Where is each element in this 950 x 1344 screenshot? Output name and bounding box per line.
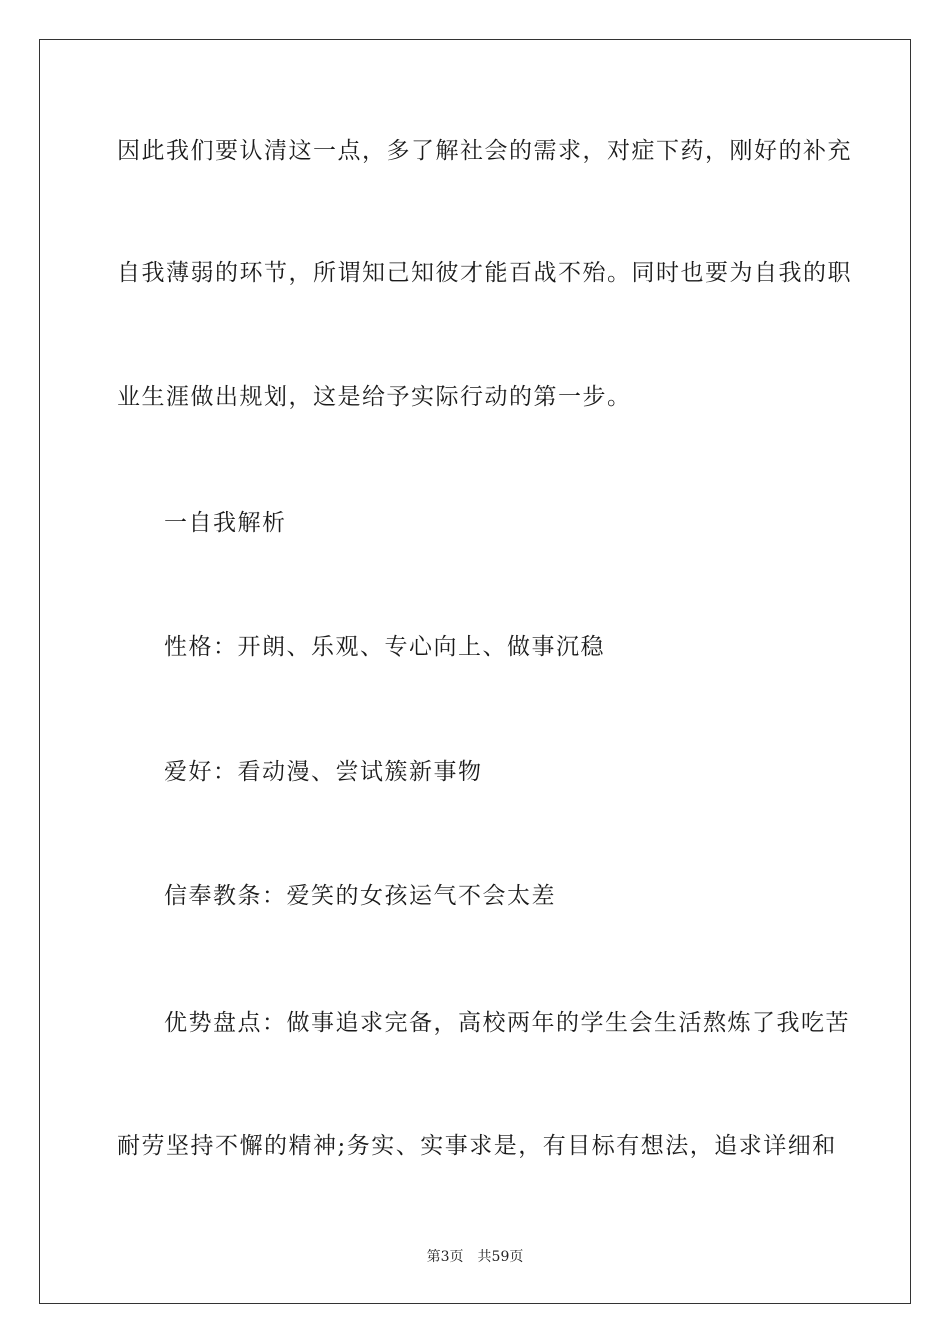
hobby-line: 爱好：看动漫、尝试簇新事物 [164, 759, 483, 785]
section-heading: 一自我解析 [164, 510, 287, 536]
body-line-2: 自我薄弱的环节，所谓知己知彼才能百战不殆。同时也要为自我的职 [117, 260, 852, 286]
body-line-3: 业生涯做出规划，这是给予实际行动的第一步。 [117, 384, 632, 410]
personality-line: 性格：开朗、乐观、专心向上、做事沉稳 [164, 634, 605, 660]
page-border [39, 39, 911, 1304]
page-number: 第3页 [426, 1249, 464, 1265]
strength-line-1: 优势盘点：做事追求完备，高校两年的学生会生活熬炼了我吃苦 [164, 1010, 850, 1036]
motto-line: 信奉教条：爱笑的女孩运气不会太差 [164, 883, 556, 909]
page-total: 共59页 [477, 1249, 524, 1265]
page-footer [0, 1247, 950, 1267]
strength-line-2: 耐劳坚持不懈的精神;务实、实事求是，有目标有想法，追求详细和 [117, 1133, 837, 1159]
body-line-1: 因此我们要认清这一点，多了解社会的需求，对症下药，刚好的补充 [117, 138, 852, 164]
